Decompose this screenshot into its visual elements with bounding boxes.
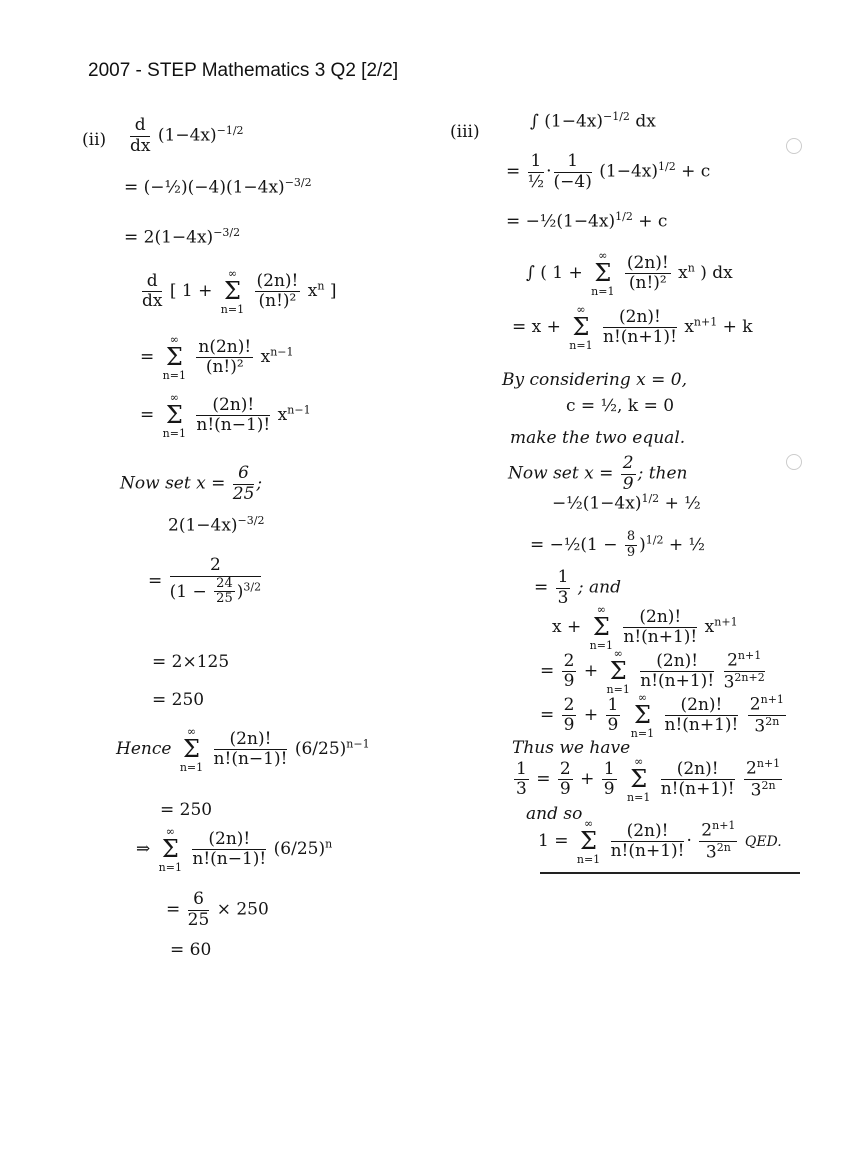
punch-hole-mark: [786, 138, 802, 154]
derivative-statement: $\frac{d}{dx}$ $(1-4x)^{-1/2}$: [130, 115, 244, 156]
final-result: = 60: [170, 940, 212, 960]
series-derivative-step-2: = ∞ Σ n=1 $\frac{(2n)!}{n!(n-1)!}$ $x^{n-1}$: [140, 391, 311, 441]
evaluate-fraction: = 2 (1 − $\frac{24}{25}$ )$^{3/2}$: [148, 555, 262, 607]
part-ii-label: (ii): [82, 130, 107, 150]
derivative-step-1: = $(-\frac{1}{2})(-4)(1-4x)^{-3/2}$: [124, 176, 312, 198]
integral-step-2: = $-\frac{1}{2}(1-4x)^{1/2} + c$: [506, 210, 668, 232]
constants: c = ½, k = 0: [566, 396, 675, 416]
evaluate-right-2: = $\frac{2}{9}$ + ∞ Σ n=1 $\frac{(2n)!}{n!(n+1)!}$ $\frac{2^{n+1}}{3^{2n+2}}$: [540, 647, 765, 697]
series-derivative-step-1: = ∞ Σ n=1 $\frac{n(2n)!}{\text{(n!)²}}$ $x^{n-1}$: [140, 333, 294, 383]
hence-result: = 250: [160, 800, 213, 820]
evaluate-right-1: x + ∞ Σ n=1 $\frac{(2n)!}{n!(n+1)!}$ $x^{n+1}$: [552, 603, 738, 653]
part-iii-label: (iii): [450, 122, 480, 142]
evaluate-product: = 2×125: [152, 652, 230, 672]
evaluate-result: = 250: [152, 690, 205, 710]
now-set-x-right: Now set x = $\frac{2}{9}$ ; then: [508, 453, 688, 494]
evaluate-left-1: $-\frac{1}{2}(1-4x)^{1/2}$ + ½: [552, 492, 701, 514]
derivative-step-2: = $2(1-4x)^{-3/2}$: [124, 226, 241, 248]
integral-statement: ∫ $(1-4x)^{-1/2}$ dx: [530, 110, 656, 132]
series-derivative-statement: $\frac{d}{dx}$ [ 1 + ∞ Σ n=1 $\frac{(2n)!}{\text{(n!)²}}$ $x^n$ ]: [142, 267, 337, 317]
integral-step-1: = $\frac{1}{\text{½}}$ · $\frac{1}{(-4)}$ $(1-4x)^{1/2} + c$: [506, 151, 711, 192]
evaluate-right-3: = $\frac{2}{9}$ + $\frac{1}{9}$ ∞ Σ n=1 $\frac{(2n)!}{n!(n+1)!}$ $\frac{2^{n+1}}{3^{2n}}$: [540, 691, 784, 741]
evaluate-expression: $2(1-4x)^{-3/2}$: [168, 514, 265, 536]
by-considering: By considering x = 0,: [502, 370, 687, 390]
page-title: 2007 - STEP Mathematics 3 Q2 [2/2]: [88, 60, 399, 81]
final-product: = $\frac{6}{25}$ × 250: [166, 889, 269, 930]
and-so: and so: [526, 804, 583, 824]
make-equal: make the two equal.: [510, 428, 686, 448]
qed-equation: 1 = ∞ Σ n=1 $\frac{(2n)!}{n!(n+1)!}$ · $\frac{2^{n+1}}{3^{2n}}$ QED.: [538, 817, 782, 867]
hence-series: Hence ∞ Σ n=1 $\frac{(2n)!}{n!(n-1)!}$ $(6/25)^{n-1}$: [116, 725, 370, 775]
now-set-x-left: Now set x = $\frac{6}{25}$ ;: [120, 463, 263, 504]
evaluate-left-2: = −½(1 − $\frac{8}{9}$ )$^{1/2}$ + ½: [530, 529, 706, 560]
thus-equation: $\frac{1}{3}$ = $\frac{2}{9}$ + $\frac{1}{9}$ ∞ Σ n=1 $\frac{(2n)!}{n!(n+1)!}$ $\frac{2^{n+1}}{3^{2n}}$: [516, 755, 781, 805]
punch-hole-mark: [786, 454, 802, 470]
series-integral-statement: ∫ ( 1 + ∞ Σ n=1 $\frac{(2n)!}{\text{(n!)²}}$ $x^n$ ) dx: [526, 249, 733, 299]
implied-series: ⇒ ∞ Σ n=1 $\frac{(2n)!}{n!(n-1)!}$ $(6/25)^n$: [136, 825, 333, 875]
evaluate-left-3: = $\frac{1}{3}$ ; and: [534, 567, 621, 608]
thus-we-have: Thus we have: [512, 738, 631, 758]
end-rule: [540, 872, 800, 874]
series-integral-result: = x + ∞ Σ n=1 $\frac{(2n)!}{n!(n+1)!}$ $x^{n+1} + k$: [512, 303, 753, 353]
